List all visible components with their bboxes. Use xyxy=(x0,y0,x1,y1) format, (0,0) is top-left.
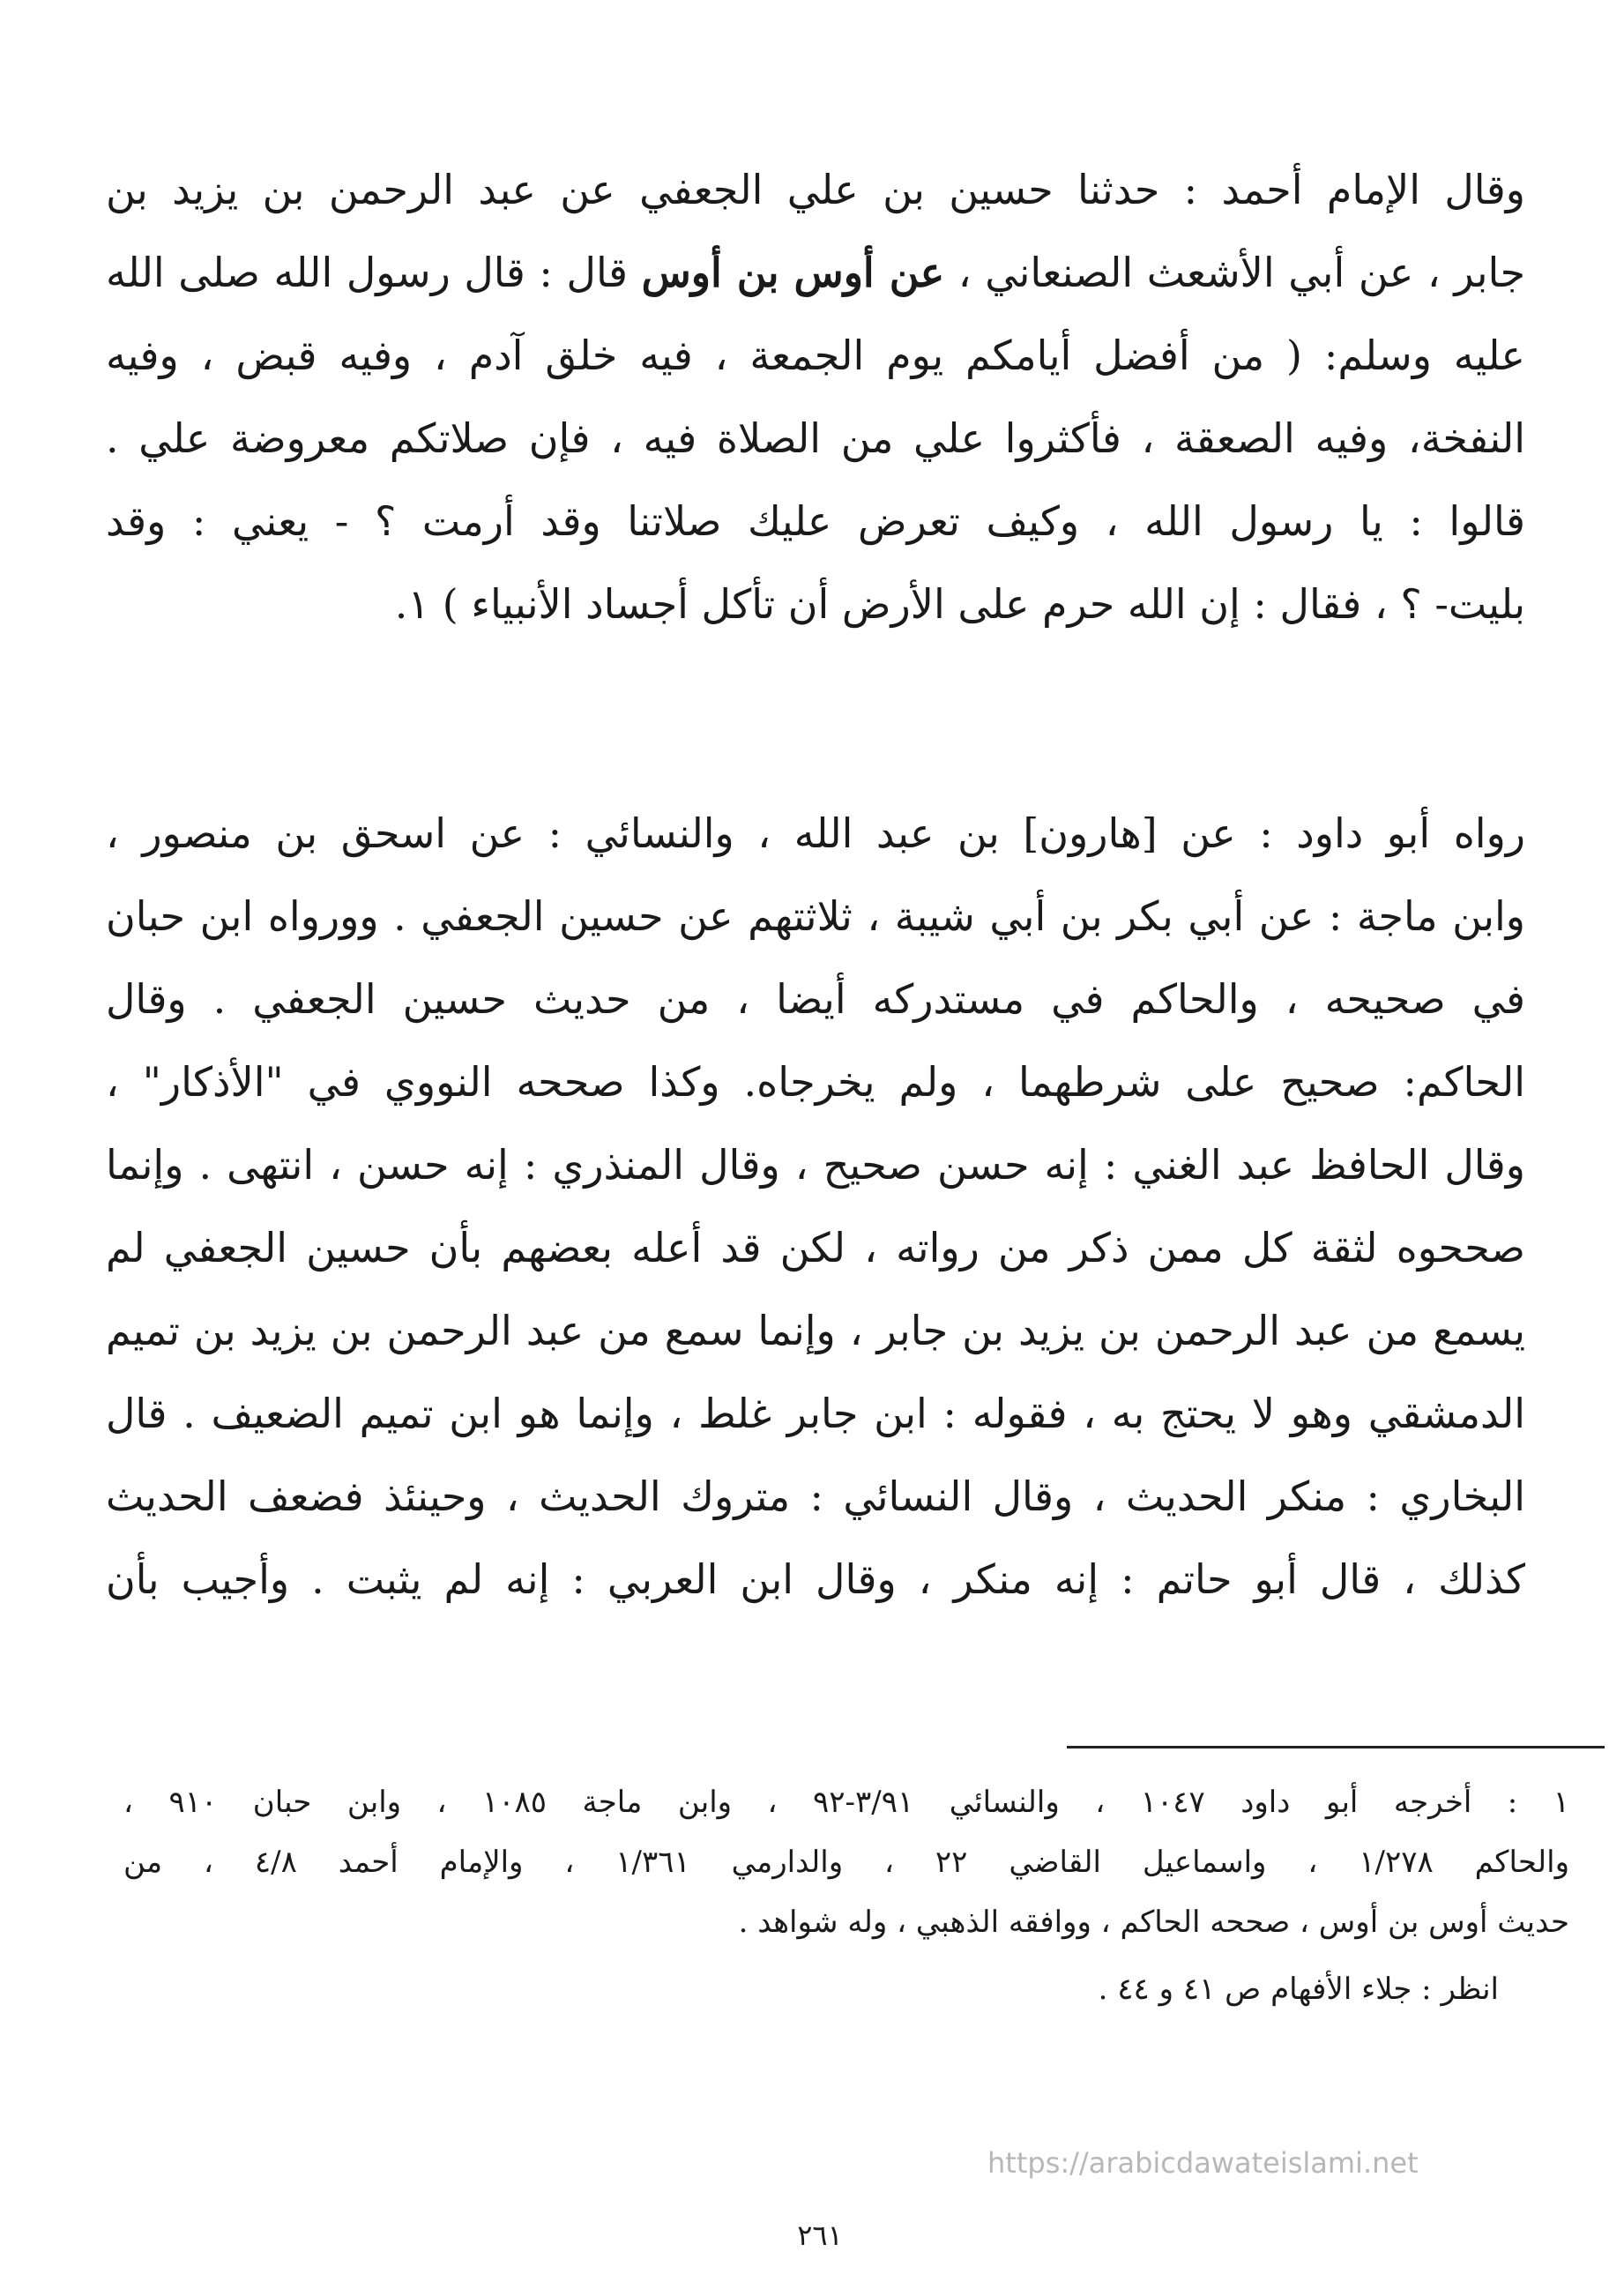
text-line: بليت- ؟ ، فقال : إن الله حرم على الأرض أن تأكل أجساد الأنبياء ) ١. xyxy=(394,580,1525,628)
text-line: الحاكم: صحيح على شرطهما ، ولم يخرجاه. وكذا صححه النووي في "الأذكار" ، xyxy=(106,1058,1525,1106)
text-line: الدمشقي وهو لا يحتج به ، فقوله : ابن جابر غلط ، وإنما هو ابن تميم الضعيف . قال xyxy=(106,1390,1525,1437)
text-line: النفخة، وفيه الصعقة ، فأكثروا علي من الصلاة فيه ، فإن صلاتكم معروضة علي . xyxy=(106,414,1525,462)
text-line: عليه وسلم: ( من أفضل أيامكم يوم الجمعة ، فيه خلق آدم ، وفيه قبض ، وفيه xyxy=(106,332,1525,379)
watermark-url: https://arabicdawateislami.net xyxy=(987,2146,1419,2180)
footnote-line: حديث أوس بن أوس ، صححه الحاكم ، ووافقه الذهبي ، وله شواهد . xyxy=(738,1905,1569,1940)
narrator-name-bold: عن أوس بن أوس xyxy=(641,249,945,296)
text-line: قالوا : يا رسول الله ، وكيف تعرض عليك صلاتنا وقد أرمت ؟ - يعني : وقد xyxy=(106,497,1525,545)
text-line: البخاري : منكر الحديث ، وقال النسائي : متروك الحديث ، وحينئذ فضعف الحديث xyxy=(106,1473,1525,1520)
text-line: وقال الإمام أحمد : حدثنا حسين بن علي الجعفي عن عبد الرحمن بن يزيد بن xyxy=(106,166,1525,213)
text-line: في صحيحه ، والحاكم في مستدركه أيضا ، من حديث حسين الجعفي . وقال xyxy=(106,975,1525,1023)
text-line: صححوه لثقة كل ممن ذكر من رواته ، لكن قد أعله بعضهم بأن حسين الجعفي لم xyxy=(106,1224,1525,1271)
text-line: يسمع من عبد الرحمن بن يزيد بن جابر ، وإنما سمع من عبد الرحمن بن يزيد بن تميم xyxy=(106,1307,1525,1354)
hadith-paragraph xyxy=(106,148,1525,645)
footnote-line: والحاكم ١/٢٧٨ ، واسماعيل القاضي ٢٢ ، والدارمي ١/٣٦١ ، والإمام أحمد ٤/٨ ، من xyxy=(123,1845,1569,1880)
text-segment: قال : قال رسول الله صلى الله xyxy=(106,249,642,296)
text-line: كذلك ، قال أبو حاتم : إنه منكر ، وقال ابن العربي : إنه لم يثبت . وأجيب بأن xyxy=(106,1555,1525,1603)
text-line: وابن ماجة : عن أبي بكر بن أبي شيبة ، ثلاثتهم عن حسين الجعفي . وورواه ابن حبان xyxy=(106,892,1525,940)
footnote-divider xyxy=(1067,1746,1605,1748)
footnote-reference: انظر : جلاء الأفهام ص ٤١ و ٤٤ . xyxy=(1098,1972,1499,2007)
commentary-paragraph xyxy=(106,792,1525,1621)
text-segment: جابر ، عن أبي الأشعث الصنعاني ، xyxy=(944,249,1525,296)
footnotes xyxy=(123,1772,1569,2019)
text-line: وقال الحافظ عبد الغني : إنه حسن صحيح ، وقال المنذري : إنه حسن ، انتهى . وإنما xyxy=(106,1141,1525,1189)
footnote-line: ١ : أخرجه أبو داود ١٠٤٧ ، والنسائي ٣/٩١-٩٢ ، وابن ماجة ١٠٨٥ ، وابن حبان ٩١٠ ، xyxy=(123,1785,1569,1820)
page-number: ٢٦١ xyxy=(797,2218,843,2252)
text-line xyxy=(106,231,1525,314)
text-line: رواه أبو داود : عن [هارون] بن عبد الله ، والنسائي : عن اسحق بن منصور ، xyxy=(106,809,1525,857)
